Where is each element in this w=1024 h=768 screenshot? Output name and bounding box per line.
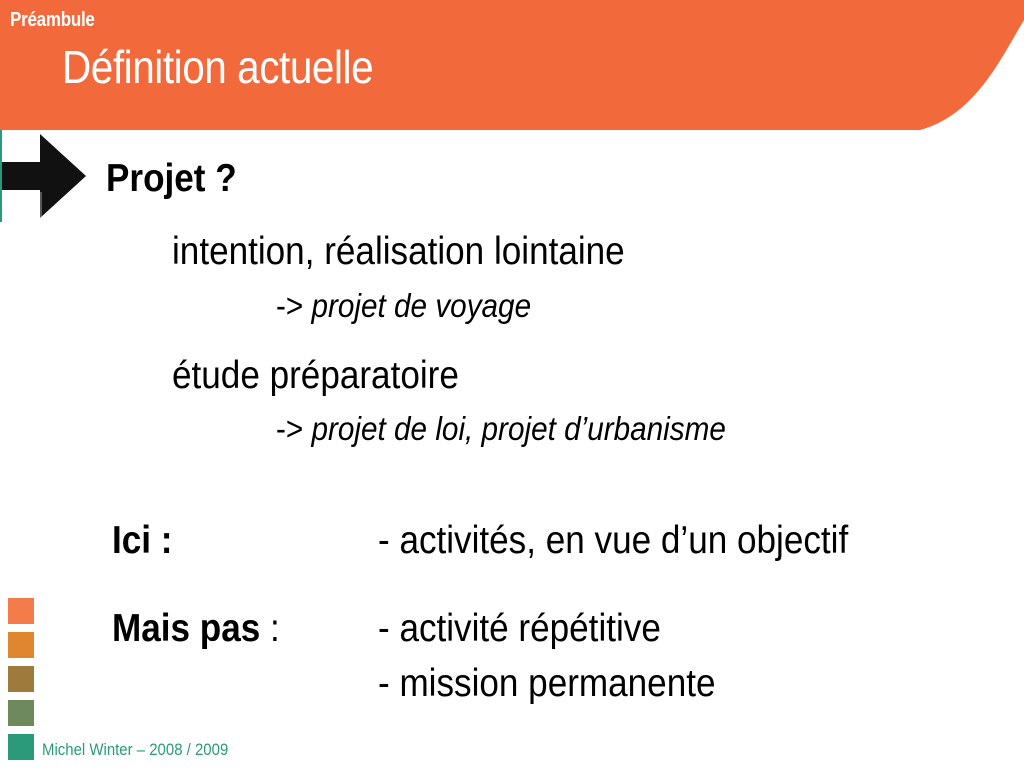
ici-text: - activités, en vue d’un objectif — [378, 519, 849, 562]
decor-square-3 — [8, 666, 34, 692]
item-2-example — [276, 410, 726, 448]
section-label: Préambule — [10, 9, 95, 31]
mais-pas-colon: : — [260, 607, 280, 650]
heading-projet: Projet ? — [106, 157, 237, 200]
footer-author: Michel Winter – 2008 / 2009 — [42, 740, 229, 759]
ici-label: Ici : — [112, 519, 173, 562]
item-1-example — [276, 287, 531, 325]
decor-square-4 — [8, 700, 34, 726]
mais-item-2: - mission permanente — [378, 662, 716, 705]
mais-pas-label-bold: Mais pas — [112, 607, 261, 650]
item-1-example-text: projet de voyage — [311, 287, 532, 324]
mais-item-1: - activité répétitive — [378, 607, 661, 650]
item-2-example-text: projet de loi, projet d’urbanisme — [311, 410, 726, 447]
decor-square-5 — [8, 734, 34, 760]
item-1-term: intention, réalisation lointaine — [172, 230, 625, 273]
slide-title: Définition actuelle — [62, 41, 374, 93]
item-2-example-prefix: -> — [276, 410, 304, 447]
item-1-example-prefix: -> — [276, 287, 304, 324]
item-2-term: étude préparatoire — [172, 354, 459, 397]
decor-square-1 — [8, 598, 34, 624]
decor-square-2 — [8, 632, 34, 658]
mais-pas-label — [112, 607, 280, 651]
arrow-right-icon — [0, 130, 90, 222]
